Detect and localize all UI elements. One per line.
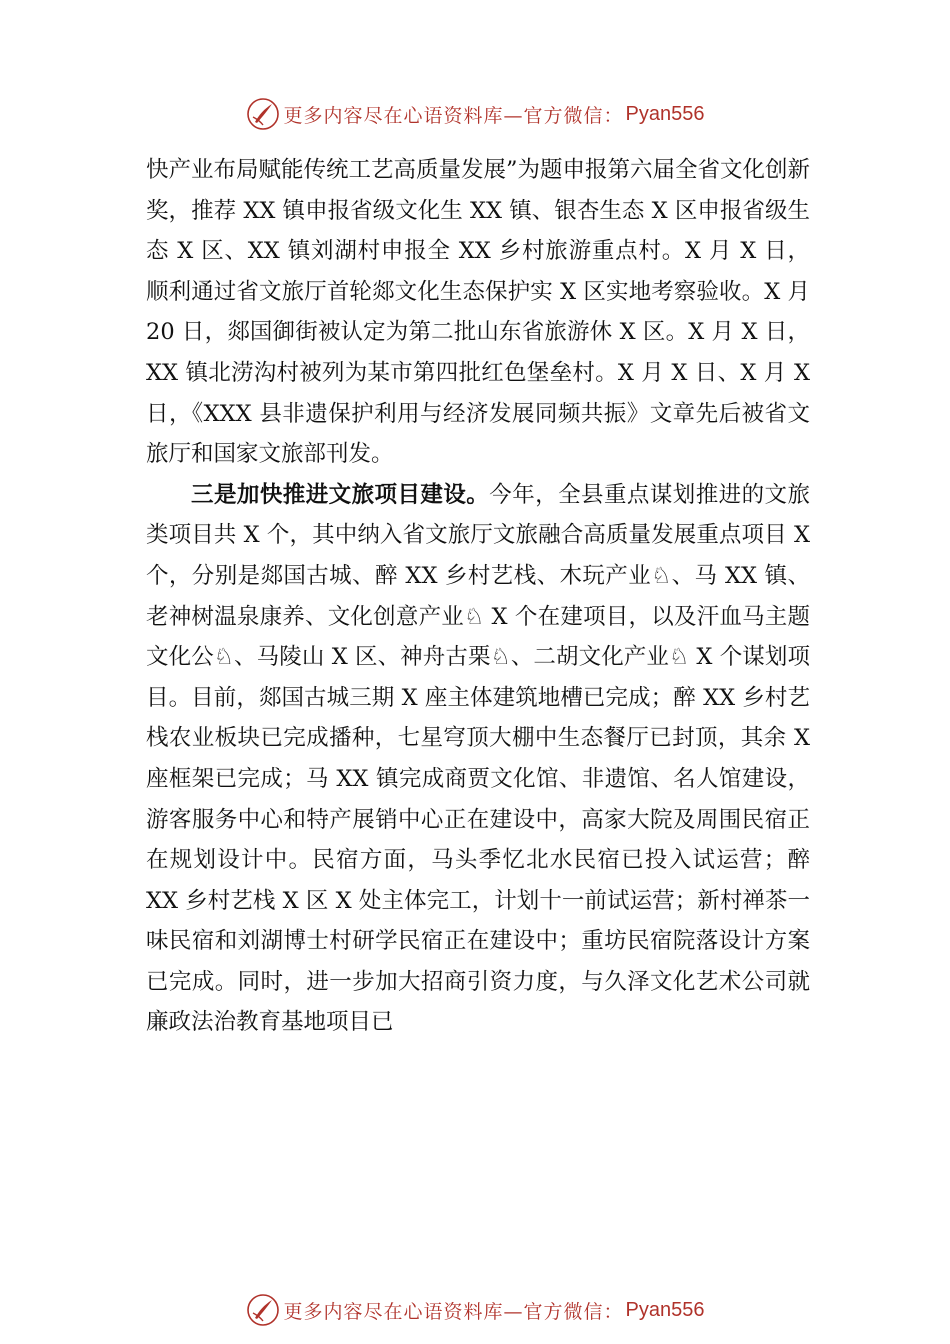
paragraph-continued: 快产业布局赋能传统工艺高质量发展”为题申报第六届全省文化创新奖，推荐 XX 镇申报省级文化生 XX 镇、银杏生态 X 区申报省级生态 X 区、XX 镇刘湖村申报全 XX 乡村旅游重点村。X 月 X 日，顺利通过省文旅厅首轮郯文化生态保护实 X 区实地考察验收。X 月 20 日，郯国御街被认定为第二批山东省旅游休 X 区。X 月 X 日，XX 镇北涝沟村被列为某市第四批红色堡垒村。X 月 X 日、X 月 X 日，《XXX 县非遗保护利用与经济发展同频共振》文章先后被省文旅厅和国家文旅部刊发。 — [146, 157, 811, 468]
watermark-text: 更多内容尽在心语资料库—官方微信： — [283, 104, 624, 127]
paragraph-body: 今年，全县重点谋划推进的文旅类项目共 X 个，其中纳入省文旅厅文旅融合高质量发展重点项目 X 个，分别是郯国古城、醉 XX 乡村艺栈、木玩产业♘、马 XX 镇、老神树温泉康养、文化创意产业♘ X 个在建项目，以及汗血马主题文化公♘、马陵山 X 区、神舟古栗♘、二胡文化产业♘ X 个谋划项目。目前，郯国古城三期 X 座主体建筑地槽已完成；醉 XX 乡村艺栈农业板块已完成播种，七星穹顶大棚中生态餐厅已封顶，其余 X 座框架已完成；马 XX 镇完成商贾文化馆、非遗馆、名人馆建设， 游客服务中心和特产展销中心正在建设中，高家大院及周围民宿正在规划设计中。民宿方面，马头季忆北水民宿已投入试运营；醉 XX 乡村艺栈 X 区 X 处主体完工，计划十一前试运营；新村禅茶一味民宿和刘湖博士村研学民宿正在建设中；重坊民宿院落设计方案已完成。同时，进一步加大招商引资力度，与久泽文化艺术公司就廉政法治教育基地项目已 — [146, 481, 810, 1036]
footer-watermark — [0, 1290, 950, 1330]
document-body — [146, 150, 810, 1043]
watermark-wechat-id: Pyan556 — [625, 102, 705, 125]
paragraph-projects — [146, 475, 810, 1043]
brush-pen-logo-icon — [246, 97, 280, 131]
watermark-text: 更多内容尽在心语资料库—官方微信： — [283, 1300, 624, 1323]
brush-pen-logo-icon — [246, 1293, 280, 1327]
section-heading: 三是加快推进文旅项目建设。 — [191, 481, 490, 508]
header-watermark — [0, 94, 950, 134]
watermark-wechat-id: Pyan556 — [625, 1298, 705, 1321]
